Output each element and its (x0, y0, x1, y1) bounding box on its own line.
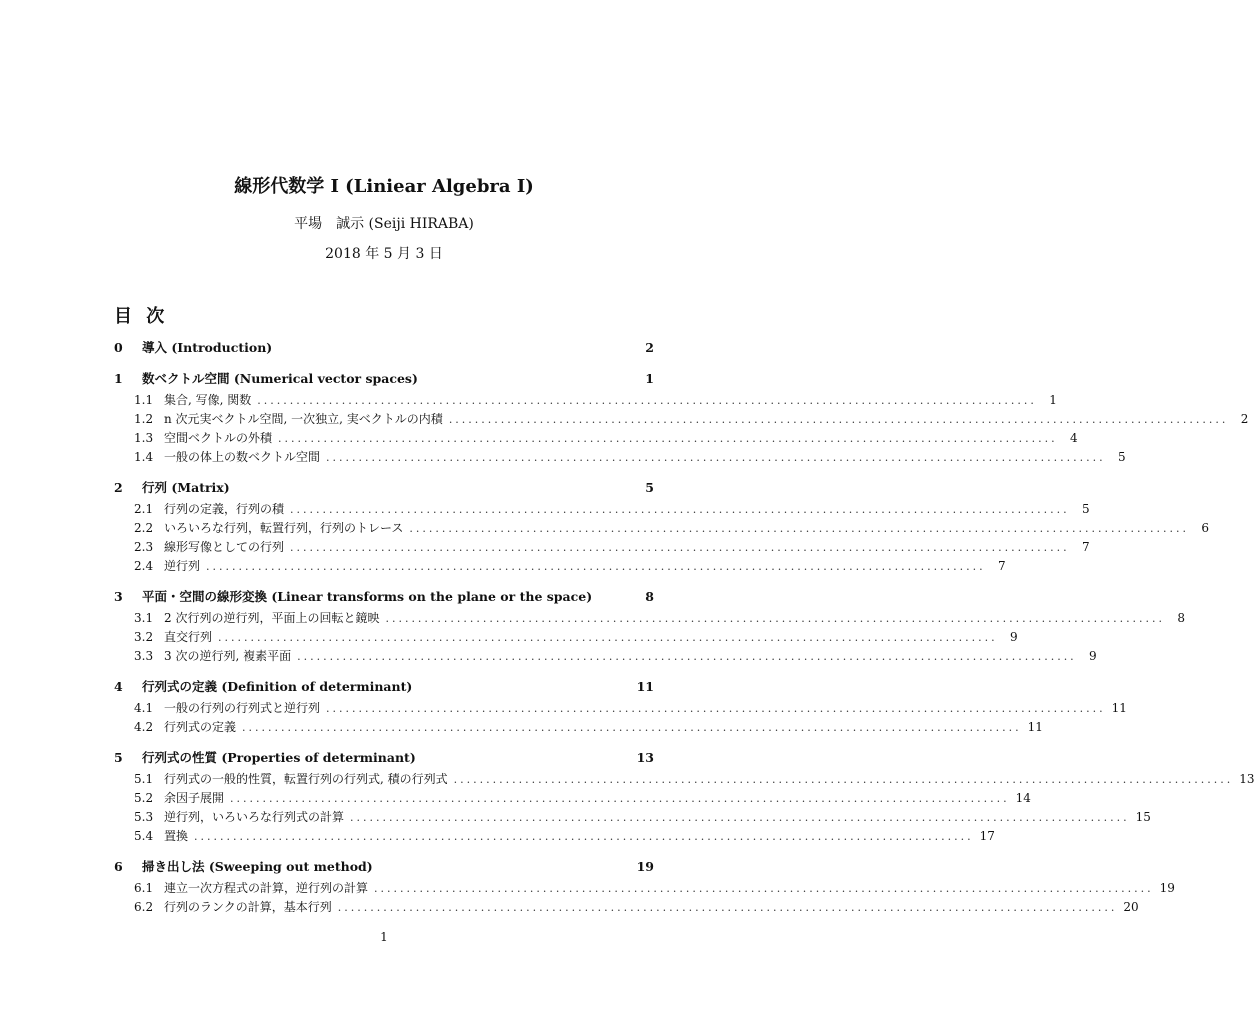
toc-section-title: 掃き出し法 (Sweeping out method) (142, 859, 373, 874)
toc-subsection-title: 一般の行列の行列式と逆行列 (164, 701, 321, 715)
toc-subsection-entry[interactable] (114, 429, 1078, 448)
toc-subsection-page: 17 (979, 829, 995, 843)
toc-subsection-page: 6 (1201, 521, 1209, 535)
toc-subsection-page: 11 (1027, 720, 1043, 734)
toc-subsection-entry[interactable] (114, 827, 995, 846)
toc-subsection-entry[interactable] (114, 448, 1126, 467)
toc-section-page: 13 (636, 750, 654, 765)
toc-subsection-title: 3 次の逆行列, 複素平面 (164, 649, 292, 663)
toc-subsection-page: 4 (1069, 431, 1078, 445)
toc-subsection-number: 2.4 (134, 559, 154, 573)
toc-subsection-number: 2.1 (134, 502, 154, 516)
toc-subsection-page: 5 (1081, 502, 1090, 516)
toc-subsection-page: 20 (1123, 900, 1139, 914)
toc-section (114, 369, 1249, 467)
toc-subsection-entry[interactable] (114, 808, 1151, 827)
toc-section-title: 行列式の定義 (Definition of determinant) (142, 679, 413, 694)
toc-subsection-entry[interactable] (114, 718, 1043, 737)
toc-section-number: 6 (114, 859, 123, 874)
toc-leader-dots: ........................................................................................................................ (385, 612, 1166, 625)
toc-leader-dots: ........................................................................................................................ (290, 503, 1070, 516)
toc-section-entry[interactable] (114, 587, 654, 607)
toc-subsection-number: 2.3 (134, 540, 154, 554)
table-of-contents (114, 338, 1255, 928)
toc-section-title: 数ベクトル空間 (Numerical vector spaces) (142, 371, 418, 386)
toc-leader-dots: ........................................................................................................................ (453, 773, 1234, 786)
toc-subsection-entry[interactable] (114, 879, 1175, 898)
toc-section (114, 748, 1255, 846)
toc-subsection-page: 2 (1240, 412, 1249, 426)
toc-subsection-page: 7 (1081, 540, 1090, 554)
toc-subsection-title: 行列の定義，行列の積 (164, 502, 285, 516)
document-date: 2018 年 5 月 3 日 (325, 246, 443, 262)
toc-subsection-entry[interactable] (114, 410, 1249, 429)
toc-subsection-page: 5 (1117, 450, 1126, 464)
toc-section-entry[interactable] (114, 478, 654, 498)
toc-subsection-page: 7 (997, 559, 1006, 573)
toc-leader-dots: ........................................................................................................................ (350, 811, 1130, 824)
toc-subsection-title: 連立一次方程式の計算，逆行列の計算 (164, 881, 369, 895)
toc-subsection-title: 余因子展開 (164, 791, 225, 805)
toc-section (114, 338, 654, 358)
toc-section-number: 0 (114, 340, 123, 355)
toc-subsection-number: 4.1 (134, 701, 154, 715)
toc-subsection-number: 5.4 (134, 829, 154, 843)
toc-subsection-entry[interactable] (114, 770, 1255, 789)
toc-section-number: 1 (114, 371, 123, 386)
toc-subsection-page: 1 (1049, 393, 1057, 407)
toc-subsection-number: 3.1 (134, 611, 154, 625)
toc-subsection-number: 2.2 (134, 521, 154, 535)
toc-section-page: 8 (645, 589, 654, 604)
toc-subsection-page: 9 (1089, 649, 1097, 663)
toc-subsection-entry[interactable] (114, 557, 1006, 576)
toc-subsection-number: 1.3 (134, 431, 154, 445)
toc-leader-dots: ........................................................................................................................ (206, 560, 986, 573)
toc-section-entry[interactable] (114, 748, 654, 768)
toc-subsection-entry[interactable] (114, 699, 1127, 718)
toc-leader-dots: ........................................................................................................................ (337, 901, 1118, 914)
toc-subsection-entry[interactable] (114, 628, 1018, 647)
toc-subsection-number: 1.4 (134, 450, 154, 464)
toc-subsection-entry[interactable] (114, 609, 1186, 628)
toc-subsection-title: 直交行列 (164, 630, 213, 644)
toc-leader-dots: ........................................................................................................................ (218, 631, 998, 644)
toc-section-page: 11 (636, 679, 654, 694)
toc-subsection-title: 2 次行列の逆行列，平面上の回転と鏡映 (164, 611, 380, 625)
toc-section-number: 3 (114, 589, 123, 604)
toc-subsection-number: 6.1 (134, 881, 154, 895)
toc-subsection-title: いろいろな行列，転置行列，行列のトレース (164, 521, 404, 535)
toc-section-number: 4 (114, 679, 123, 694)
toc-section-page: 1 (645, 371, 654, 386)
toc-subsection-title: n 次元実ベクトル空間, 一次独立, 実ベクトルの内積 (164, 412, 443, 426)
toc-section-page: 19 (636, 859, 654, 874)
toc-leader-dots: ........................................................................................................................ (409, 522, 1189, 535)
toc-leader-dots: ........................................................................................................................ (242, 721, 1022, 734)
toc-subsection-page: 9 (1009, 630, 1018, 644)
toc-leader-dots: ........................................................................................................................ (297, 650, 1077, 663)
toc-leader-dots: ........................................................................................................................ (290, 541, 1070, 554)
toc-section (114, 677, 1127, 737)
toc-section (114, 478, 1209, 576)
toc-subsection-number: 1.2 (134, 412, 154, 426)
toc-leader-dots: ........................................................................................................................ (278, 432, 1058, 445)
toc-subsection-entry[interactable] (114, 519, 1209, 538)
toc-subsection-number: 3.3 (134, 649, 154, 663)
toc-section (114, 587, 1186, 666)
toc-subsection-page: 11 (1111, 701, 1127, 715)
toc-subsection-title: 空間ベクトルの外積 (164, 431, 273, 445)
toc-subsection-entry[interactable] (114, 647, 1097, 666)
toc-leader-dots: ........................................................................................................................ (194, 830, 974, 843)
toc-leader-dots: ........................................................................................................................ (374, 882, 1154, 895)
toc-subsection-entry[interactable] (114, 789, 1031, 808)
toc-subsection-title: 行列式の一般的性質，転置行列の行列式, 積の行列式 (164, 772, 448, 786)
toc-leader-dots: ........................................................................................................................ (326, 451, 1106, 464)
toc-subsection-page: 13 (1239, 772, 1255, 786)
toc-subsection-page: 8 (1177, 611, 1186, 625)
toc-section-entry[interactable] (114, 369, 654, 389)
toc-section-number: 2 (114, 480, 123, 495)
toc-subsection-title: 集合, 写像, 関数 (164, 393, 252, 407)
toc-subsection-number: 3.2 (134, 630, 154, 644)
document-author: 平場 誠示 (Seiji HIRABA) (294, 216, 474, 232)
toc-section-title: 平面・空間の線形変換 (Linear transforms on the plane or the space) (142, 589, 593, 604)
toc-section-entry[interactable] (114, 338, 654, 358)
toc-subsection-number: 4.2 (134, 720, 154, 734)
toc-subsection-number: 1.1 (134, 393, 154, 407)
toc-subsection-number: 5.2 (134, 791, 154, 805)
toc-subsection-title: 行列のランクの計算，基本行列 (164, 900, 332, 914)
toc-section-number: 5 (114, 750, 123, 765)
toc-section-title: 導入 (Introduction) (142, 340, 273, 355)
toc-heading: 目 次 (114, 306, 169, 327)
toc-subsection-title: 置換 (164, 829, 189, 843)
toc-subsection-entry[interactable] (114, 391, 1057, 410)
toc-subsection-title: 線形写像としての行列 (164, 540, 285, 554)
toc-section-entry[interactable] (114, 857, 654, 877)
page-number: 1 (380, 930, 388, 944)
toc-section (114, 857, 1175, 917)
toc-subsection-number: 5.1 (134, 772, 154, 786)
toc-section-title: 行列式の性質 (Properties of determinant) (142, 750, 416, 765)
toc-section-page: 5 (645, 480, 654, 495)
toc-subsection-title: 逆行列，いろいろな行列式の計算 (164, 810, 345, 824)
toc-subsection-number: 5.3 (134, 810, 154, 824)
toc-subsection-title: 一般の体上の数ベクトル空間 (164, 450, 321, 464)
toc-subsection-page: 19 (1159, 881, 1175, 895)
document-title: 線形代数学 I (Liniear Algebra I) (234, 176, 534, 197)
toc-leader-dots: ........................................................................................................................ (230, 792, 1010, 805)
toc-subsection-page: 15 (1135, 810, 1151, 824)
toc-subsection-entry[interactable] (114, 500, 1090, 519)
toc-subsection-title: 行列式の定義 (164, 720, 237, 734)
toc-subsection-page: 14 (1015, 791, 1031, 805)
toc-section-title: 行列 (Matrix) (142, 480, 230, 495)
toc-subsection-number: 6.2 (134, 900, 154, 914)
toc-section-page: 2 (645, 340, 654, 355)
toc-leader-dots: ........................................................................................................................ (448, 413, 1229, 426)
toc-subsection-entry[interactable] (114, 538, 1090, 557)
toc-section-entry[interactable] (114, 677, 654, 697)
toc-subsection-title: 逆行列 (164, 559, 201, 573)
toc-subsection-entry[interactable] (114, 898, 1139, 917)
toc-leader-dots: ........................................................................................................................ (257, 394, 1037, 407)
toc-leader-dots: ........................................................................................................................ (326, 702, 1106, 715)
